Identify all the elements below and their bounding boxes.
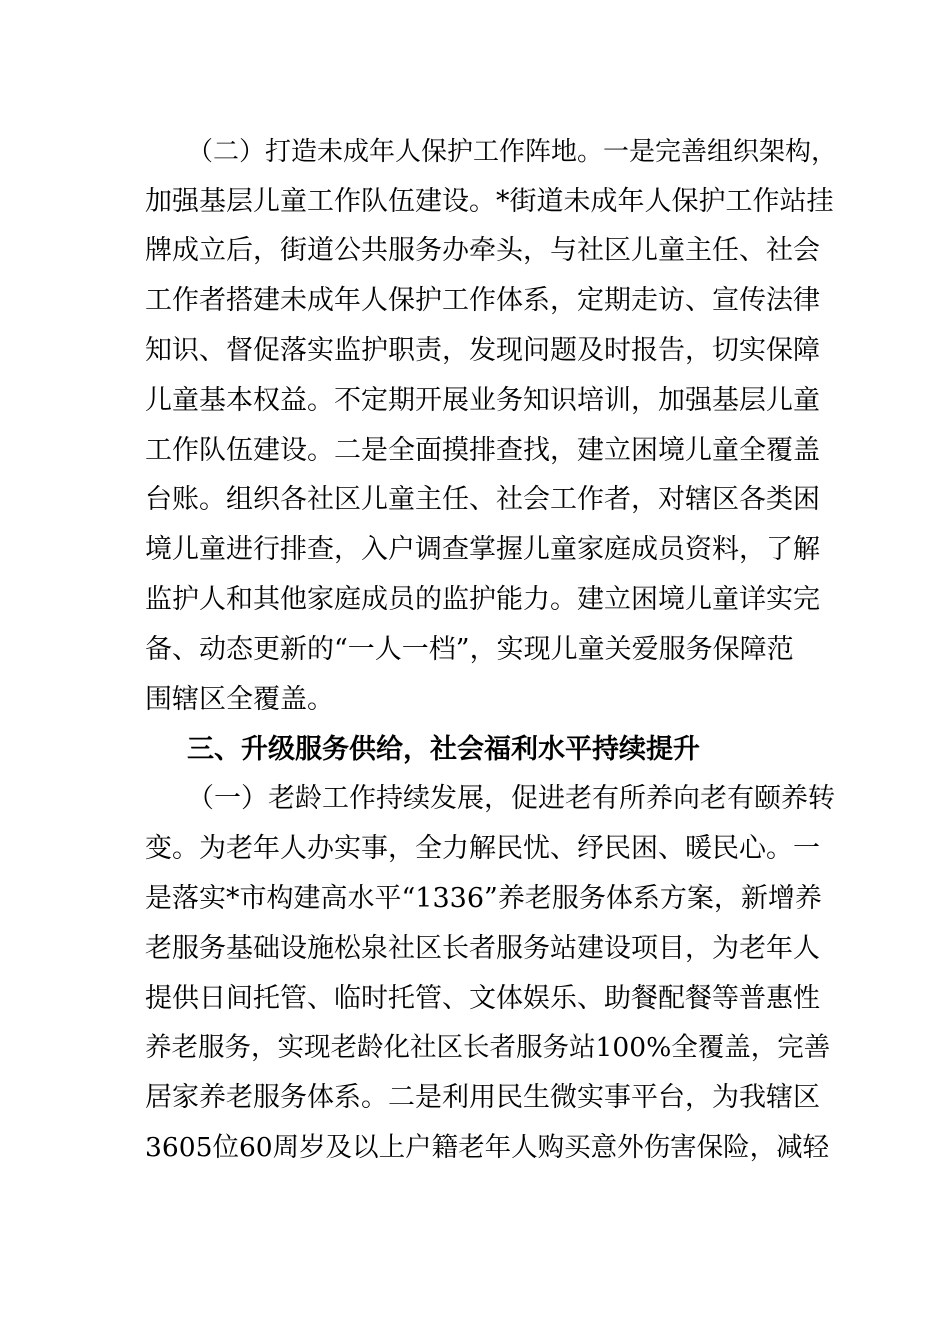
paragraph-line: 儿童基本权益。不定期开展业务知识培训，加强基层儿童 (145, 385, 820, 416)
paragraph-line: （一）老龄工作持续发展，促进老有所养向老有颐养转 (187, 783, 835, 814)
paragraph-line: 工作者搭建未成年人保护工作体系，定期走访、宣传法律 (145, 285, 820, 316)
paragraph-line: 居家养老服务体系。二是利用民生微实事平台，为我辖区 (145, 1082, 820, 1113)
paragraph-line: 围辖区全覆盖。 (145, 684, 334, 715)
paragraph-line: 牌成立后，街道公共服务办牵头，与社区儿童主任、社会 (145, 235, 820, 266)
paragraph-line: 监护人和其他家庭成员的监护能力。建立困境儿童详实完 (145, 584, 820, 615)
paragraph-line: 工作队伍建设。二是全面摸排查找，建立困境儿童全覆盖 (145, 435, 820, 466)
paragraph-line: 知识、督促落实监护职责，发现问题及时报告，切实保障 (145, 335, 820, 366)
paragraph-line: 3605位60周岁及以上户籍老年人购买意外伤害保险，减轻 (145, 1132, 830, 1163)
paragraph-line: 养老服务，实现老龄化社区长者服务站100%全覆盖，完善 (145, 1032, 831, 1063)
paragraph-line: 境儿童进行排查，入户调查掌握儿童家庭成员资料，了解 (145, 534, 820, 565)
paragraph-line: 老服务基础设施松泉社区长者服务站建设项目，为老年人 (145, 933, 820, 964)
paragraph-line: 备、动态更新的“一人一档”，实现儿童关爱服务保障范 (145, 634, 794, 665)
section-heading: 三、升级服务供给，社会福利水平持续提升 (187, 734, 700, 765)
paragraph-line: 变。为老年人办实事，全力解民忧、纾民困、暖民心。一 (145, 833, 820, 864)
paragraph-line: （二）打造未成年人保护工作阵地。一是完善组织架构， (187, 137, 838, 167)
paragraph-line: 加强基层儿童工作队伍建设。*街道未成年人保护工作站挂 (145, 186, 834, 217)
paragraph-line: 提供日间托管、临时托管、文体娱乐、助餐配餐等普惠性 (145, 983, 820, 1014)
paragraph-line: 台账。组织各社区儿童主任、社会工作者，对辖区各类困 (145, 484, 820, 515)
paragraph-line: 是落实*市构建高水平“1336”养老服务体系方案，新增养 (145, 883, 822, 914)
